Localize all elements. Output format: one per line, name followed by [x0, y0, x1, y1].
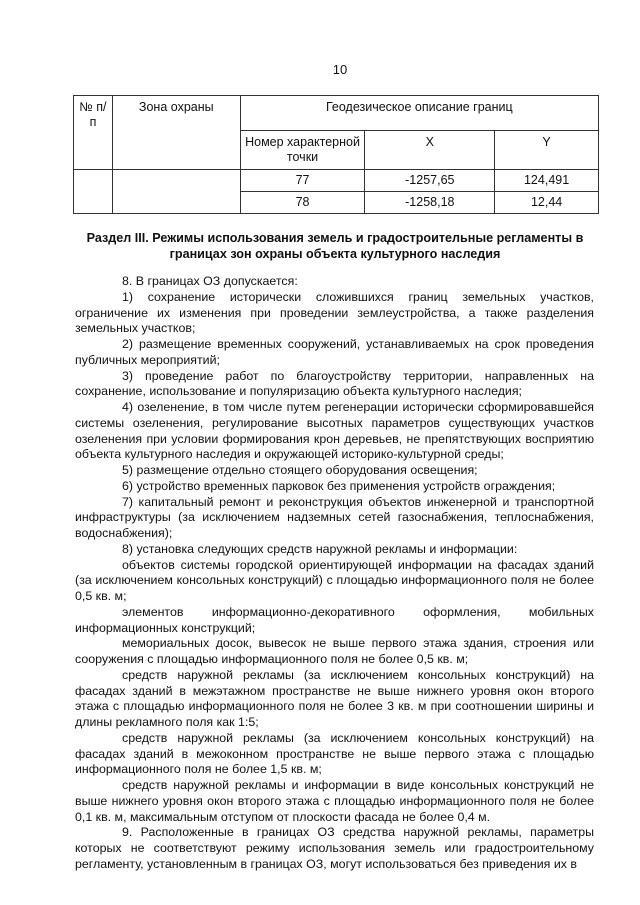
paragraph: 5) размещение отдельно стоящего оборудования освещения;: [122, 463, 478, 477]
paragraph: мемориальных досок, вывесок не выше первого этажа здания, строения или сооружения с площадью информационного поля не более 0,5 кв. м;: [75, 636, 594, 666]
header-point: Номер характерной точки: [240, 131, 365, 170]
document-body: [75, 274, 594, 873]
header-zone: Зона охраны: [112, 96, 240, 170]
cell-point: 78: [240, 192, 365, 214]
paragraph: 2) размещение временных сооружений, устанавливаемых на срок проведения публичных мероприятий;: [75, 337, 594, 367]
cell-zone: [112, 170, 240, 214]
header-x: X: [365, 131, 495, 170]
paragraph: элементов информационно-декоративного оформления, мобильных информационных конструкций;: [75, 604, 594, 635]
cell-num: [74, 170, 113, 214]
paragraph: 7) капитальный ремонт и реконструкция объектов инженерной и транспортной инфраструктуры (за исключением надземных сетей газоснабжения, теплоснабжения, водоснабжения);: [75, 494, 594, 540]
paragraph: 4) озеленение, в том числе путем регенерации исторически сформировавшейся системы озеленения, регулирование высотных параметров существующих участков озеленения при условии формирования крон деревьев, не препятствующих восприятию объекта культурного наследия и окружающей историко-культурной среды;: [75, 400, 594, 462]
paragraph: 8) установка следующих средств наружной рекламы и информации:: [122, 541, 518, 556]
cell-x: -1257,65: [365, 170, 495, 192]
paragraph: 3) проведение работ по благоустройству территории, направленных на сохранение, использование и популяризацию объекта культурного наследия;: [75, 368, 594, 399]
paragraph: объектов системы городской ориентирующей информации на фасадах зданий (за исключением консольных конструкций) с площадью информационного поля не более 0,5 кв. м;: [75, 557, 594, 603]
paragraph: 1) сохранение исторически сложившихся границ земельных участков, ограничение их изменения при проведении землеустройства, а также разделения земельных участков;: [75, 289, 594, 336]
paragraph: 8. В границах ОЗ допускается:: [122, 274, 298, 288]
paragraph: средств наружной рекламы (за исключением консольных конструкций) на фасадах зданий в межэтажном пространстве не выше нижнего уровня окон второго этажа с площадью информационного поля не более 3 кв. м при соотношении ширины и длины рекламного поля как 1:5;: [75, 667, 594, 729]
paragraph: средств наружной рекламы (за исключением консольных конструкций) на фасадах зданий в межоконном пространстве не выше первого этажа с площадью информационного поля не более 1,5 кв. м;: [75, 730, 594, 777]
cell-y: 124,491: [495, 170, 599, 192]
paragraph: 6) устройство временных парковок без применения устройств ограждения;: [122, 478, 556, 493]
cell-point: 77: [240, 170, 365, 192]
paragraph: 9. Расположенные в границах ОЗ средства наружной рекламы, параметры которых не соответствуют режиму использования земель или градостроительному регламенту, установленным в границах ОЗ, могут использоваться без приведения их в: [75, 825, 594, 871]
header-geo: Геодезическое описание границ: [240, 96, 598, 131]
page-number: 10: [332, 62, 348, 77]
paragraph: средств наружной рекламы и информации в виде консольных конструкций не выше нижнего уровня окон второго этажа с площадью информационного поля не более 0,1 кв. м, максимальным отступом от плоскости фасада не более 0,4 м.: [75, 778, 594, 824]
header-y: Y: [495, 131, 599, 170]
table-row: [74, 170, 599, 192]
header-num: № п/п: [74, 96, 113, 170]
section-heading: Раздел III. Режимы использования земель и градостроительные регламенты в границах зон охраны объекта культурного наследия: [86, 231, 584, 261]
cell-x: -1258,18: [365, 192, 495, 214]
boundary-coordinates-table: [73, 95, 599, 214]
cell-y: 12,44: [495, 192, 599, 214]
